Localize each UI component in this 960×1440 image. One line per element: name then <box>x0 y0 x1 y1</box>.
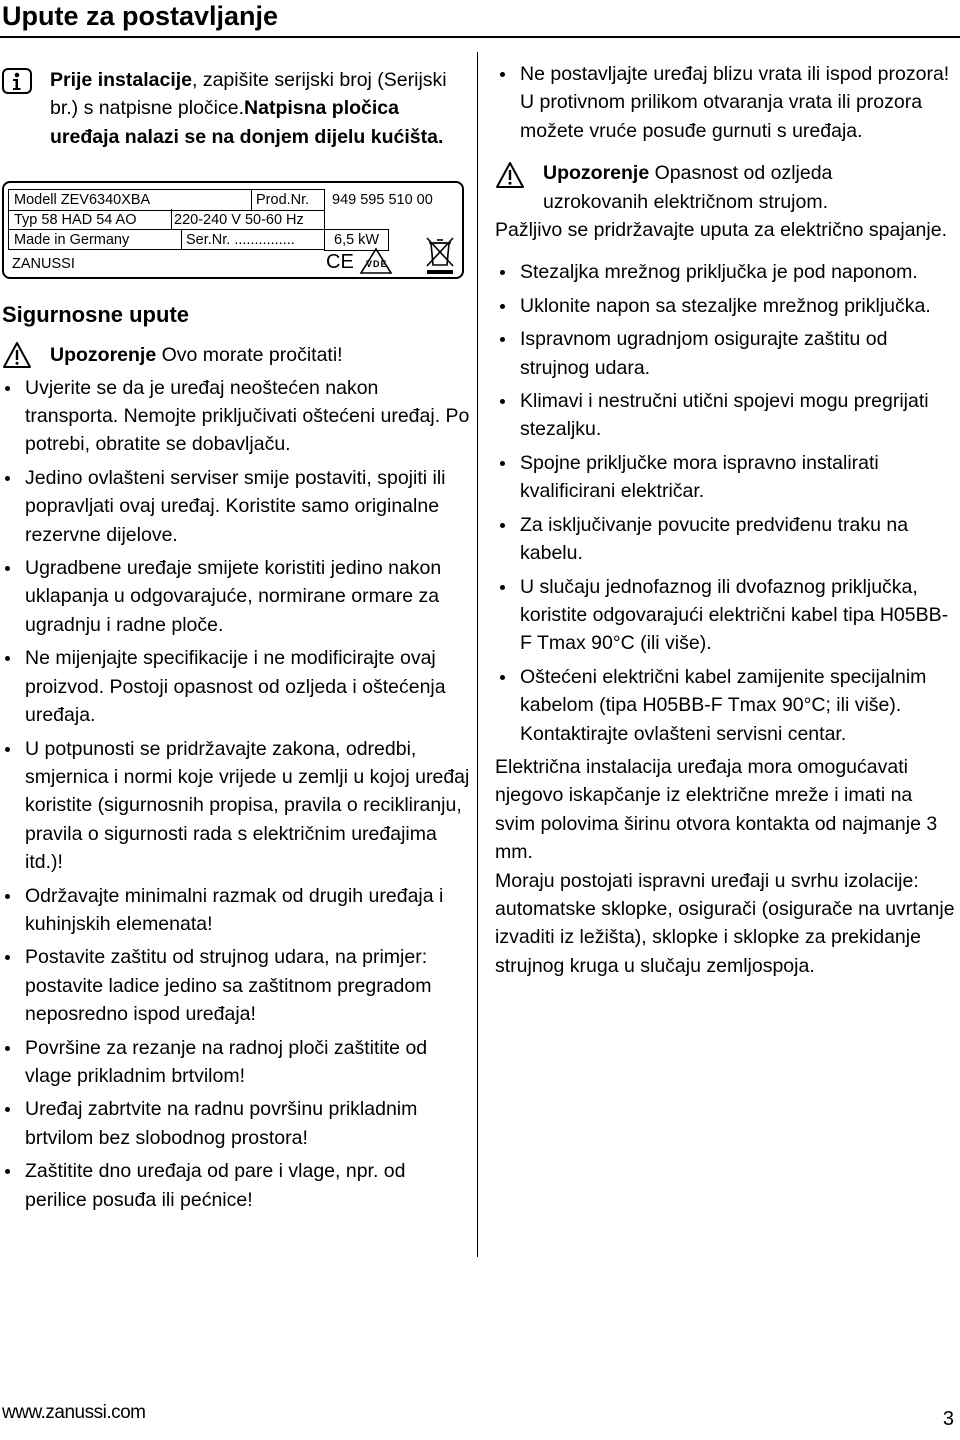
warning-icon <box>495 161 525 197</box>
safety-warning-bold: Upozorenje <box>50 344 157 367</box>
vde-icon <box>359 247 393 279</box>
electric-list <box>495 258 955 748</box>
electric-warning-bold: Upozorenje <box>543 162 650 185</box>
list-item: Uređaj zabrtvite na radnu površinu prikladnim brtvilom bez slobodnog prostora! <box>0 1095 470 1152</box>
list-item: U potpunosti se pridržavajte zakona, odredbi, smjernica i normi koje vrijede u zemlji u kojoj uređaj koristite (sigurnosnih propisa, pravila o recikliranju, pravila o sigurnosti rada s električnim uređajima itd.)! <box>0 735 470 877</box>
list-item: Za isključivanje povucite predviđenu traku na kabelu. <box>495 511 955 568</box>
vde-label: VDE <box>366 259 388 270</box>
plate-origin: Made in Germany <box>14 232 130 249</box>
list-item: Ispravnom ugradnjom osigurajte zaštitu od strujnog udara. <box>495 325 955 382</box>
safety-warning <box>0 341 470 369</box>
electric-warning <box>495 159 955 244</box>
plate-serial: Ser.Nr. ............... <box>186 232 295 249</box>
list-item: Uklonite napon sa stezaljke mrežnog priključka. <box>495 292 955 320</box>
warning-icon <box>2 341 32 377</box>
list-item: Klimavi i nestručni utični spojevi mogu pregrijati stezaljku. <box>495 387 955 444</box>
electric-warning-line1: Opasnost od ozljeda <box>649 162 833 185</box>
electric-warning-line2: uzrokovanih električnom strujom. <box>543 190 829 213</box>
list-item: Ne mijenjajte specifikacije i ne modificirajte ovaj proizvod. Postoji opasnost od ozljeda i oštećenja uređaja. <box>0 644 470 729</box>
list-item: Ne postavljajte uređaj blizu vrata ili ispod prozora! U protivnom prilikom otvaranja vrata ili prozora možete vruće posuđe gurnuti s uređaja. <box>495 60 955 145</box>
rating-plate <box>2 181 464 279</box>
safety-warning-text: Ovo morate pročitati! <box>156 344 343 367</box>
install-note-bold: Prije instalacije <box>50 69 192 91</box>
list-item: Oštećeni električni kabel zamijenite specijalnim kabelom (tipa H05BB-F Tmax 90°C; ili više). Kontaktirajte ovlašteni servisni centar. <box>495 663 955 748</box>
page-title: Upute za postavljanje <box>2 1 279 31</box>
plate-voltage: 220-240 V 50-60 Hz <box>174 212 304 229</box>
list-item: Jedino ovlašteni serviser smije postaviti, spojiti ili popravljati ovaj uređaj. Koristite samo originalne rezervne dijelove. <box>0 464 470 549</box>
list-item: Stezaljka mrežnog priključka je pod naponom. <box>495 258 955 286</box>
installation-paragraph: Električna instalacija uređaja mora omogućavati njegovo iskapčanje iz električne mreže i imati na svim polovima širinu otvora kontakta od najmanje 3 mm. <box>495 755 938 864</box>
safety-heading: Sigurnosne upute <box>2 302 189 328</box>
title-rule <box>0 36 960 38</box>
list-item: Površine za rezanje na radnoj ploči zaštitite od vlage prikladnim brtvilom! <box>0 1034 470 1091</box>
list-item: Uvjerite se da je uređaj neoštećen nakon transporta. Nemojte priključivati oštećeni uređaj. Po potrebi, obratite se dobavljaču. <box>0 374 470 459</box>
safety-list <box>0 374 470 1214</box>
electric-warning-head <box>495 159 955 187</box>
install-note <box>0 66 470 151</box>
right-column <box>495 60 955 980</box>
column-divider <box>477 52 478 1257</box>
install-note-bold-2: Natpisna pločica uređaja nalazi se na donjem dijelu kućišta. <box>50 97 444 148</box>
list-item: Spojne priključke mora ispravno instalirati kvalificirani električar. <box>495 449 955 506</box>
info-icon <box>2 68 32 102</box>
plate-model: Modell ZEV6340XBA <box>14 192 151 209</box>
list-item: Održavajte minimalni razmak od drugih uređaja i kuhinjskih elemenata! <box>0 882 470 939</box>
left-column <box>0 60 470 1219</box>
install-note-text: , zapišite serijski broj (Serijski br.) s natpisne pločice. <box>50 69 447 120</box>
weee-bin-icon <box>424 233 456 279</box>
plate-prod-nr: 949 595 510 00 <box>332 192 433 209</box>
list-item: Ugradbene uređaje smijete koristiti jedino nakon uklapanja u odgovarajuće, normirane ormare za ugradnju i radne ploče. <box>0 554 470 639</box>
ce-mark: CE <box>326 251 354 274</box>
plate-type: Typ 58 HAD 54 AO <box>14 212 137 229</box>
plate-power: 6,5 kW <box>334 232 380 249</box>
plate-prod-label: Prod.Nr. <box>256 192 310 209</box>
footer-url: www.zanussi.com <box>2 1402 146 1423</box>
list-item: Postavite zaštitu od strujnog udara, na primjer: postavite ladice jedino sa zaštitnom pregradom neposredno ispod uređaja! <box>0 943 470 1028</box>
page-number: 3 <box>942 1408 954 1430</box>
plate-brand: ZANUSSI <box>12 256 75 273</box>
isolation-paragraph: Moraju postojati ispravni uređaji u svrhu izolacije: automatske sklopke, osigurači (osigurače na uvrtanje izvaditi iz ležišta), sklopke i sklopke za prekidanje strujnog kruga u slučaju zemljospoja. <box>495 869 955 977</box>
list-item: Zaštitite dno uređaja od pare i vlage, npr. od perilice posuđa ili pećnice! <box>0 1157 470 1214</box>
placement-list <box>495 60 955 145</box>
list-item: U slučaju jednofaznog ili dvofaznog priključka, koristite odgovarajući električni kabel tipa H05BB-F Tmax 90°C (ili više). <box>495 573 955 658</box>
electric-warning-rest: Pažljivo se pridržavajte uputa za električno spajanje. <box>495 219 947 242</box>
